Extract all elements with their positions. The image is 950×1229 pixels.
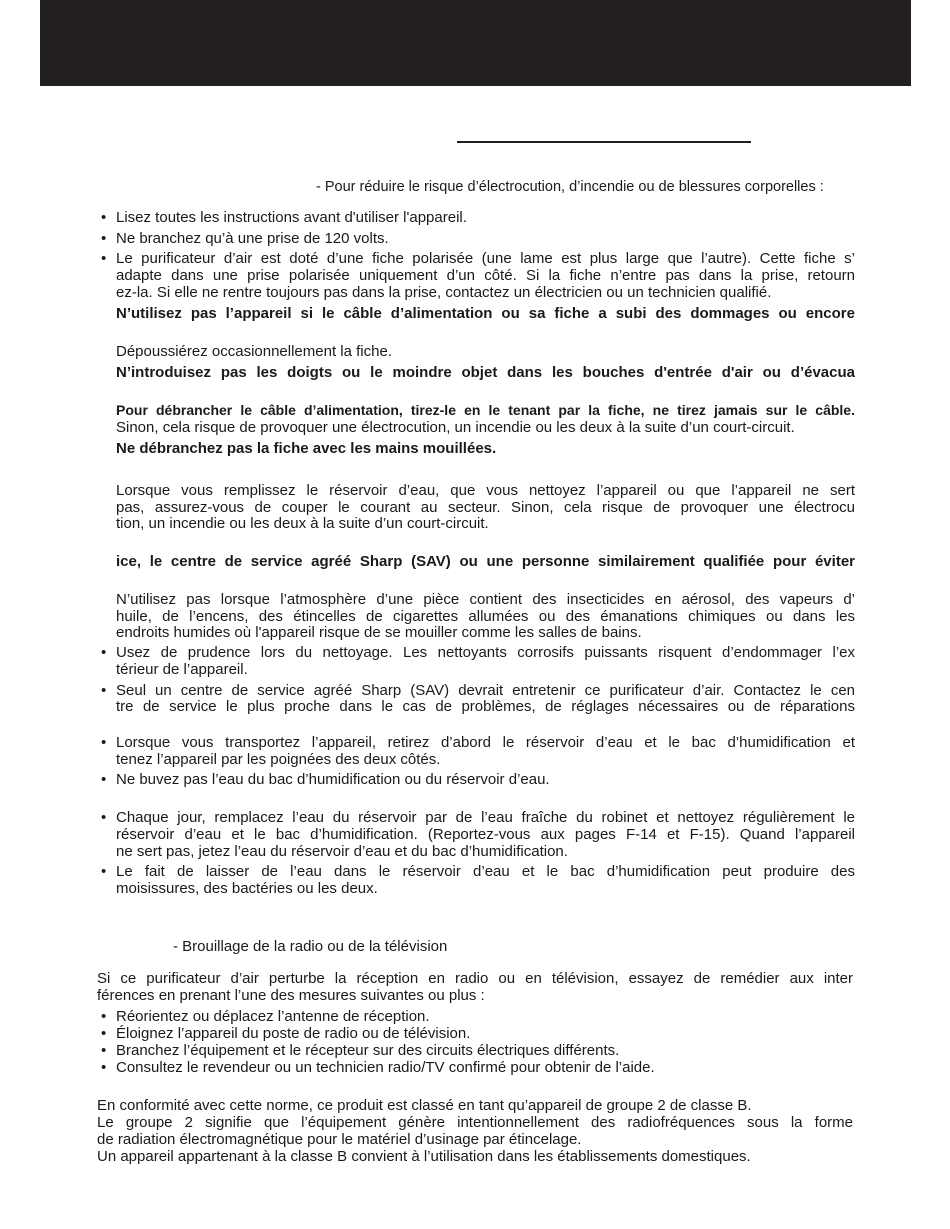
fill-tank-line: Lorsque vous remplissez le réservoir d’eau, que vous nettoyez l’appareil ou que l’appareil ne sert bbox=[116, 482, 855, 499]
norm-line: Le groupe 2 signifie que l’équipement génère intentionnellement des radiofréquences sous la forme bbox=[97, 1114, 853, 1131]
bullet-mark: • bbox=[101, 863, 107, 880]
bullet-mark: • bbox=[101, 1042, 107, 1059]
mold-line: moisissures, des bactéries ou les deux. bbox=[116, 880, 378, 897]
bullet-mark: • bbox=[101, 209, 107, 226]
polarized-plug-line: adapte dans une prise polarisée uniquement d’un côté. Si la fiche n’entre pas dans la prise, retourn bbox=[116, 267, 855, 284]
bullet-mark: • bbox=[101, 1059, 107, 1076]
fill-tank-line: pas, assurez-vous de couper le courant au secteur. Sinon, cela risque de provoquer une électrocu bbox=[116, 499, 855, 516]
daily-water-line: Chaque jour, remplacez l’eau du réservoir par de l’eau fraîche du robinet et nettoyez régulièrement le bbox=[116, 809, 855, 826]
polarized-plug-line: ez-la. Si elle ne rentre toujours pas dans la prise, contactez un électricien ou un technicien qualifié. bbox=[116, 284, 772, 301]
radio-interference-heading: - Brouillage de la radio ou de la télévision bbox=[173, 938, 448, 955]
radio-measure-item: Consultez le revendeur ou un technicien radio/TV confirmé pour obtenir de l’aide. bbox=[116, 1059, 655, 1076]
safety-intro: - Pour réduire le risque d’électrocution, d’incendie ou de blessures corporelles : bbox=[316, 179, 824, 195]
safety-voltage: Ne branchez qu’à une prise de 120 volts. bbox=[116, 230, 389, 247]
radio-measure-item: Éloignez l’appareil du poste de radio ou de télévision. bbox=[116, 1025, 471, 1042]
bullet-mark: • bbox=[101, 644, 107, 661]
daily-water-line: ne sert pas, jetez l’eau du réservoir d’eau et du bac d’humidification. bbox=[116, 843, 568, 860]
header-bar bbox=[40, 0, 911, 86]
transport-line: tenez l’appareil par les poignées des deux côtés. bbox=[116, 751, 441, 768]
warning-fingers: N’introduisez pas les doigts ou le moindre objet dans les bouches d'entrée d'air ou d’évacua bbox=[116, 364, 855, 381]
bullet-mark: • bbox=[101, 734, 107, 751]
dust-plug-note: Dépoussiérez occasionnellement la fiche. bbox=[116, 343, 392, 360]
bullet-mark: • bbox=[101, 809, 107, 826]
cleaning-line: térieur de l’appareil. bbox=[116, 661, 248, 678]
norm-line: de radiation électromagnétique pour le matériel d’usinage par étincelage. bbox=[97, 1131, 582, 1148]
drink-warning: Ne buvez pas l’eau du bac d’humidification ou du réservoir d’eau. bbox=[116, 771, 550, 788]
bullet-mark: • bbox=[101, 250, 107, 267]
radio-intro-line: férences en prenant l’une des mesures suivantes ou plus : bbox=[97, 987, 485, 1004]
bullet-mark: • bbox=[101, 230, 107, 247]
transport-line: Lorsque vous transportez l’appareil, retirez d’abord le réservoir d’eau et le bac d’humidification et bbox=[116, 734, 855, 751]
repair-line: tre de service le plus proche dans le cas de problèmes, de réglages nécessaires ou de réparations bbox=[116, 698, 855, 715]
unplug-consequence: Sinon, cela risque de provoquer une électrocution, un incendie ou les deux à la suite d’un court-circuit. bbox=[116, 419, 795, 436]
fill-tank-line: tion, un incendie ou les deux à la suite d’un court-circuit. bbox=[116, 515, 489, 532]
atmosphere-line: huile, de l’encens, des étincelles de cigarettes allumées ou des émanations chimiques ou dans les bbox=[116, 608, 855, 625]
warning-damaged-cable: N’utilisez pas l’appareil si le câble d’alimentation ou sa fiche a subi des dommages ou encore bbox=[116, 305, 855, 322]
norm-line: En conformité avec cette norme, ce produit est classé en tant qu’appareil de groupe 2 de classe B. bbox=[97, 1097, 752, 1114]
title-underline bbox=[457, 141, 751, 143]
radio-intro-line: Si ce purificateur d’air perturbe la réception en radio ou en télévision, essayez de remédier aux inter bbox=[97, 970, 853, 987]
service-line: ice, le centre de service agréé Sharp (SAV) ou une personne similairement qualifiée pour éviter bbox=[116, 553, 855, 570]
atmosphere-line: endroits humides où l'appareil risque de se mouiller comme les salles de bains. bbox=[116, 624, 642, 641]
mold-line: Le fait de laisser de l’eau dans le réservoir d’eau et le bac d’humidification peut produire des bbox=[116, 863, 855, 880]
daily-water-line: réservoir d’eau et le bac d’humidification. (Reportez-vous aux pages F-14 et F-15). Quand l’appareil bbox=[116, 826, 855, 843]
repair-line: Seul un centre de service agréé Sharp (SAV) devrait entretenir ce purificateur d’air. Contactez le cen bbox=[116, 682, 855, 699]
atmosphere-line: N’utilisez pas lorsque l’atmosphère d’une pièce contient des insecticides en aérosol, des vapeurs d’ bbox=[116, 591, 855, 608]
cleaning-line: Usez de prudence lors du nettoyage. Les nettoyants corrosifs puissants risquent d’endommager l’ex bbox=[116, 644, 855, 661]
radio-measure-item: Réorientez ou déplacez l’antenne de réception. bbox=[116, 1008, 430, 1025]
safety-read-instructions: Lisez toutes les instructions avant d'utiliser l'appareil. bbox=[116, 209, 467, 226]
bullet-mark: • bbox=[101, 1008, 107, 1025]
norm-line: Un appareil appartenant à la classe B convient à l’utilisation dans les établissements domestiques. bbox=[97, 1148, 751, 1165]
bullet-mark: • bbox=[101, 1025, 107, 1042]
bullet-mark: • bbox=[101, 682, 107, 699]
bullet-mark: • bbox=[101, 771, 107, 788]
polarized-plug-line: Le purificateur d’air est doté d’une fiche polarisée (une lame est plus large que l’autre). Cette fiche s’ bbox=[116, 250, 855, 267]
radio-measure-item: Branchez l’équipement et le récepteur sur des circuits électriques différents. bbox=[116, 1042, 620, 1059]
warning-wet-hands: Ne débranchez pas la fiche avec les mains mouillées. bbox=[116, 440, 497, 457]
unplug-instruction: Pour débrancher le câble d’alimentation, tirez-le en le tenant par la fiche, ne tirez jamais sur le câble. bbox=[116, 402, 855, 418]
